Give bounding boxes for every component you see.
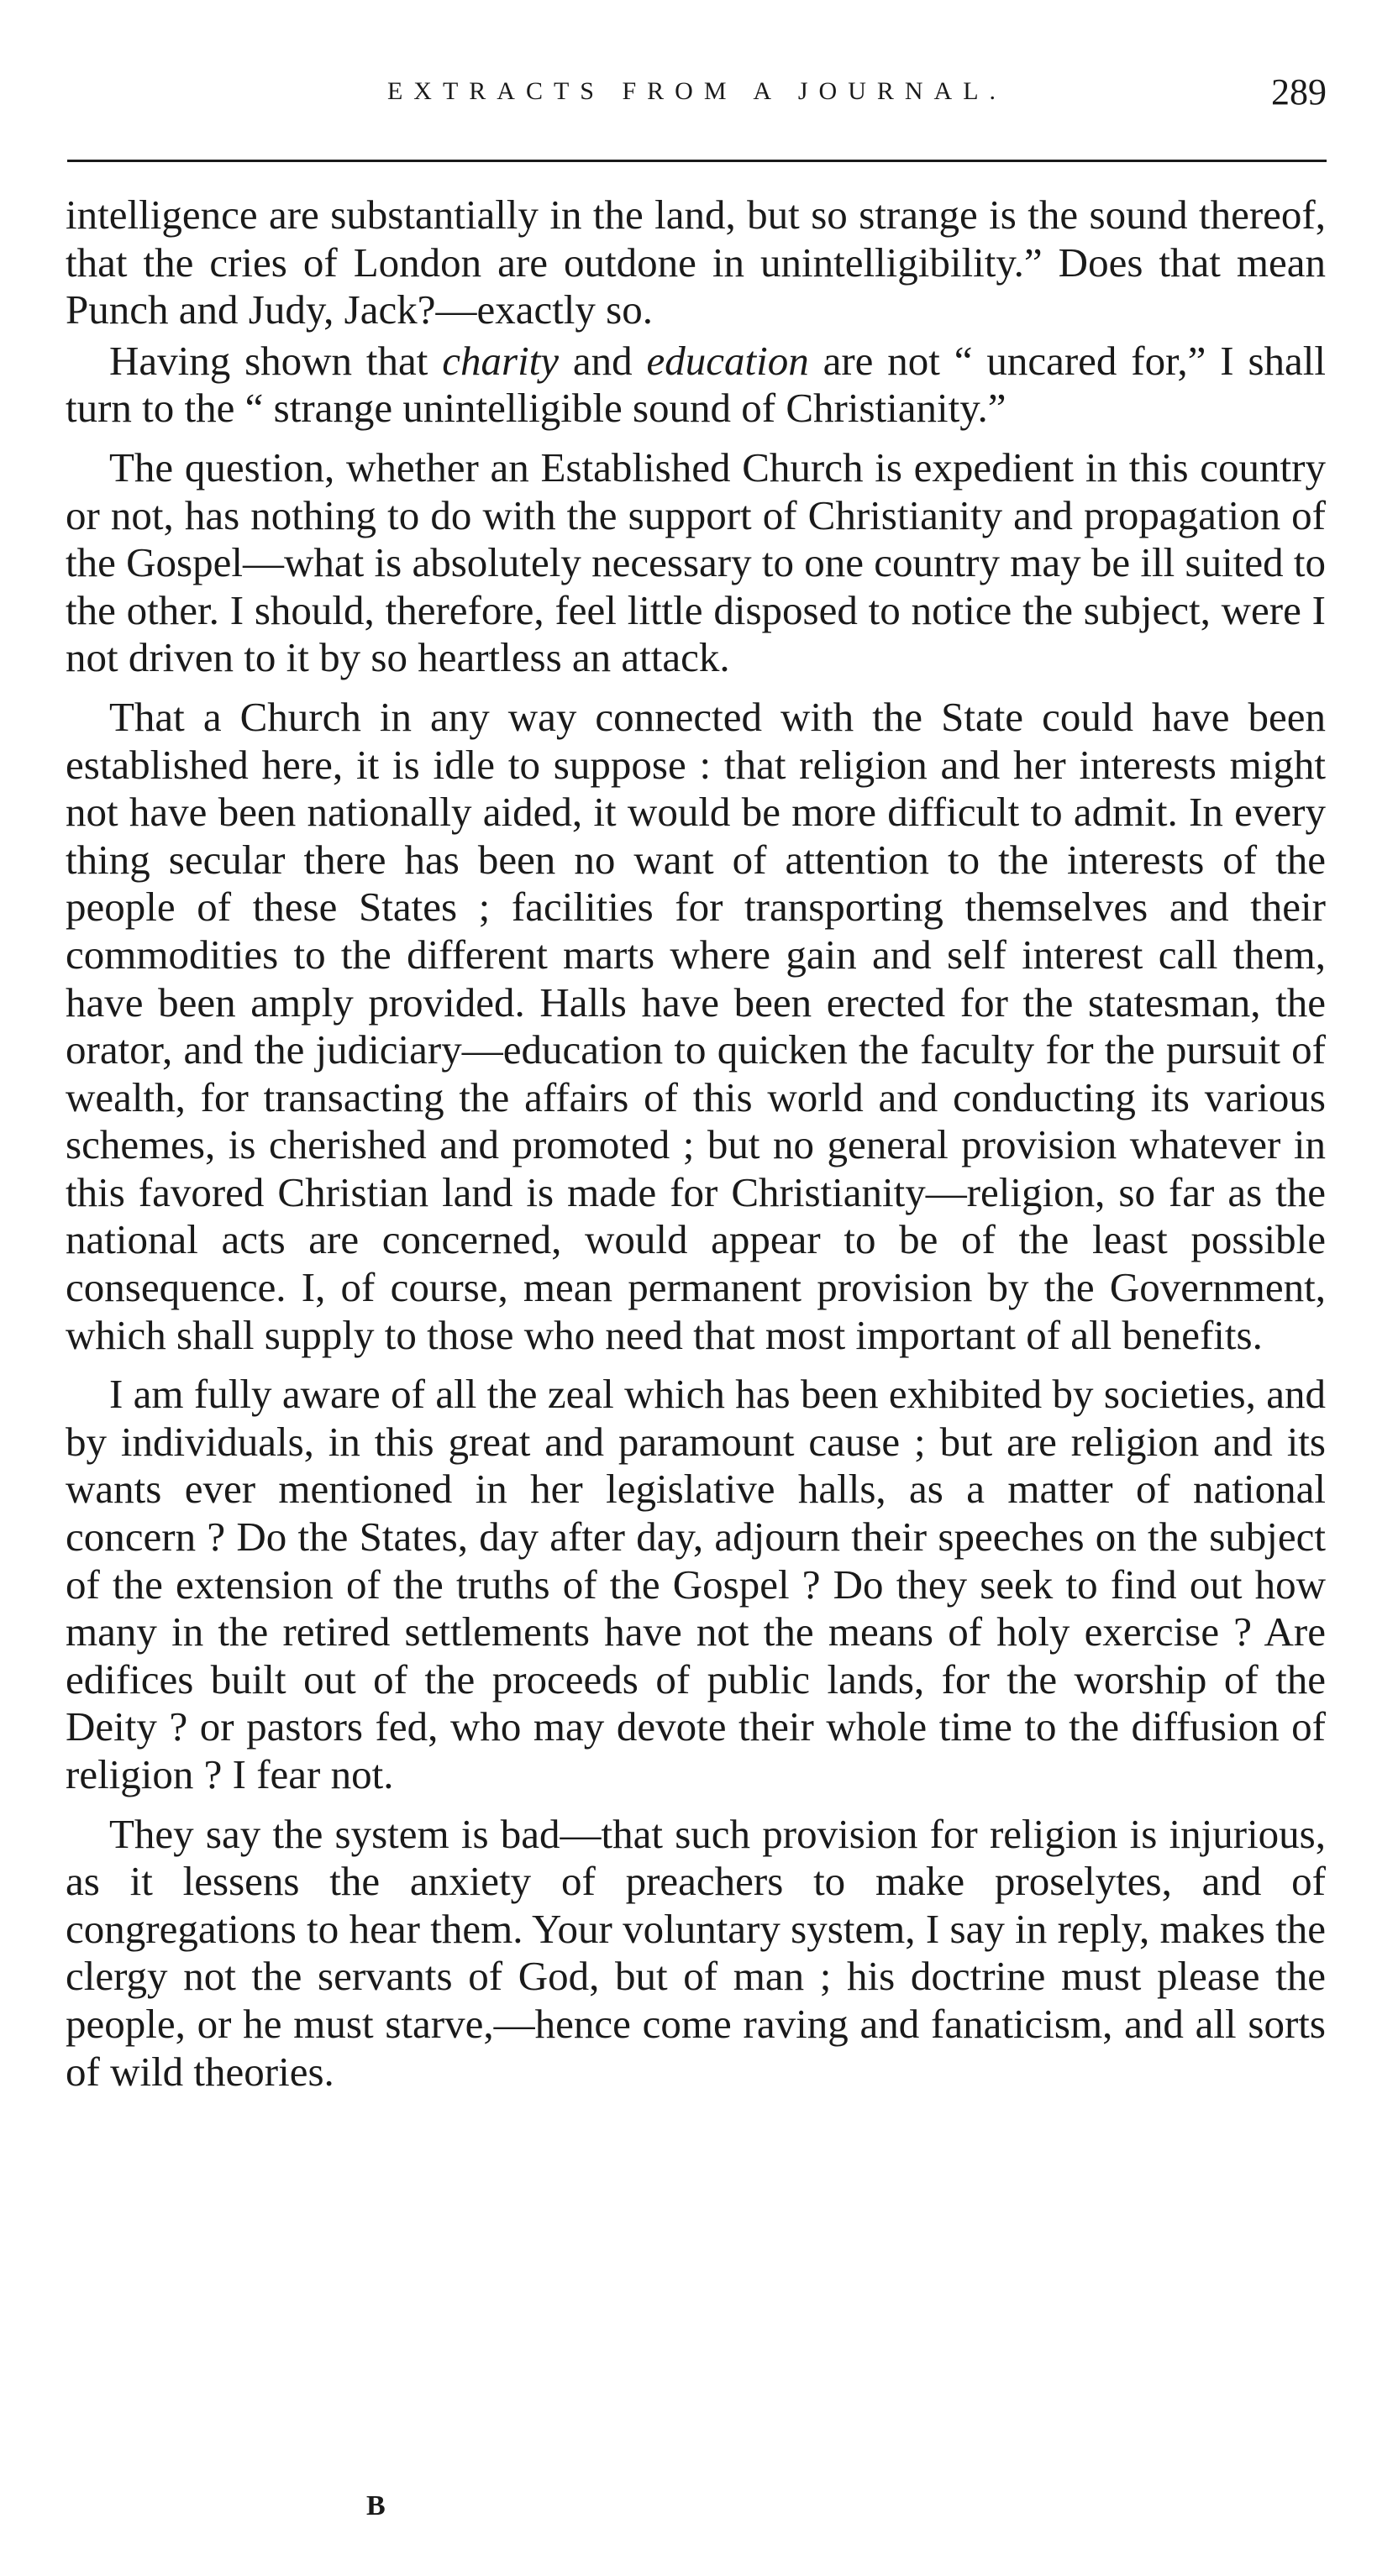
emphasis-charity: charity bbox=[442, 337, 560, 384]
paragraph-2-text-c: are not “ uncared for,” I shall turn to the “ strange unintelligible sound of Christianity.” bbox=[66, 337, 1327, 432]
running-title: EXTRACTS FROM A JOURNAL. bbox=[386, 77, 1007, 105]
page-number: 289 bbox=[1271, 71, 1327, 113]
paragraph-6: They say the system is bad—that such provision for religion is injurious, as it lessens the anxiety of preachers to make proselytes, and of congregations to hear them. Your voluntary system, I say in reply, makes the clergy not the servants of God, but of man ; his doctrine must please the people, or he must starve,—hence come raving and fanaticism, and all sorts of wild theories. bbox=[66, 1810, 1326, 2095]
emphasis-education: education bbox=[646, 337, 809, 384]
body-text bbox=[66, 191, 1326, 2096]
paragraph-2-text-a: Having shown that bbox=[109, 337, 443, 384]
signature-mark: B bbox=[366, 2490, 386, 2521]
paragraph-5: I am fully aware of all the zeal which has been exhibited by societies, and by individuals, in this great and paramount cause ; but are religion and its wants ever mentioned in her legislative halls, as a matter of national concern ? Do the States, day after day, adjourn their speeches on the subject of the extension of the truths of the Gospel ? Do they seek to find out how many in the retired settlements have not the means of holy exercise ? Are edifices built out of the proceeds of public lands, for the worship of the Deity ? or pastors fed, who may devote their whole time to the diffusion of religion ? I fear not. bbox=[66, 1371, 1326, 1797]
header-rule bbox=[67, 160, 1327, 162]
paragraph-2 bbox=[66, 338, 1326, 433]
paragraph-3: The question, whether an Established Church is expedient in this country or not, has nothing to do with the support of Christianity and propagation of the Gospel—what is absolutely necessary to one country may be ill suited to the other. I should, therefore, feel little disposed to notice the subject, were I not driven to it by so heartless an attack. bbox=[66, 443, 1326, 681]
paragraph-2-text-b: and bbox=[559, 337, 647, 384]
running-head bbox=[67, 71, 1327, 128]
paragraph-4: That a Church in any way connected with the State could have been established here, it is idle to suppose : that religion and her interests might not have been nationally aided, it would be more difficult to admit. In every thing secular there has been no want of attention to the interests of the people of these States ; facilities for transporting themselves and their commodities to the different marts where gain and self interest call them, have been amply provided. Halls have been erected for the statesman, the orator, and the judiciary—education to quicken the faculty for the pursuit of wealth, for transacting the affairs of this world and conducting its various schemes, is cherished and promoted ; but no general provision whatever in this favored Christian land is made for Christianity—religion, so far as the national acts are concerned, would appear to be of the least possible consequence. I, of course, mean permanent provision by the Government, which shall supply to those who need that most important of all benefits. bbox=[66, 693, 1326, 1358]
paragraph-1: intelligence are substantially in the land, but so strange is the sound thereof, that the cries of London are outdone in unintelligibility.” Does that mean Punch and Judy, Jack?—exactly so. bbox=[66, 191, 1326, 333]
